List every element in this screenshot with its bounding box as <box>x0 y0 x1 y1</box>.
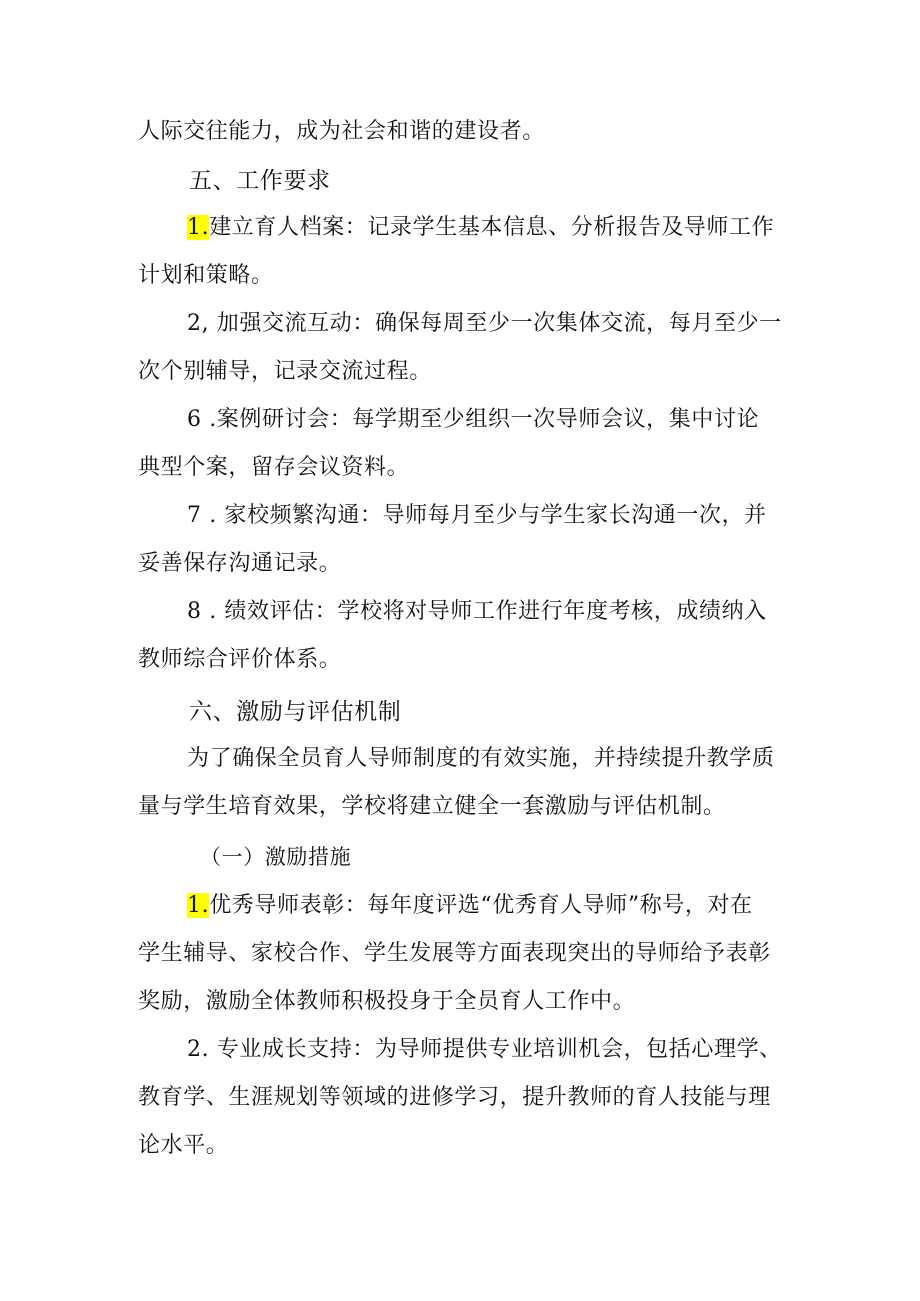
text-line-continuation: 妥善保存沟通记录。 <box>138 551 342 576</box>
list-item-6: 6 .案例研讨会：每学期至少组织一次导师会议，集中讨论 <box>187 407 760 432</box>
section-heading-work-requirements: 五、工作要求 <box>189 168 331 194</box>
text-line-continuation: 次个别辅导，记录交流过程。 <box>138 359 432 384</box>
list-item-2-growth: 2. 专业成长支持：为导师提供专业培训机会，包括心理学、 <box>187 1037 782 1062</box>
text-line-continuation: 论水平。 <box>138 1133 229 1158</box>
list-item-award-text: 优秀导师表彰：每年度评选“优秀育人导师”称号，对在 <box>209 893 753 918</box>
list-item-1 <box>187 213 774 243</box>
paragraph-line: 为了确保全员育人导师制度的有效实施，并持续提升教学质 <box>187 746 775 771</box>
text-line-1: 人际交往能力，成为社会和谐的建设者。 <box>138 119 545 144</box>
list-item-1-award <box>187 891 753 921</box>
section-heading-incentive-mechanism: 六、激励与评估机制 <box>189 699 402 725</box>
paragraph-line: 量与学生培育效果，学校将建立健全一套激励与评估机制。 <box>138 794 726 819</box>
text-line-continuation: 教育学、生涯规划等领域的进修学习，提升教师的育人技能与理 <box>138 1085 771 1110</box>
list-item-2: 2, 加强交流互动：确保每周至少一次集体交流，每月至少一 <box>187 311 782 336</box>
list-item-8: 8 . 绩效评估：学校将对导师工作进行年度考核，成绩纳入 <box>187 599 767 624</box>
subsection-heading-incentive-measures: （一）激励措施 <box>200 845 352 869</box>
text-line-continuation: 教师综合评价体系。 <box>138 647 342 672</box>
text-line-continuation: 典型个案，留存会议资料。 <box>138 455 410 480</box>
text-line-continuation: 计划和策略。 <box>138 263 274 288</box>
list-item-7: 7 . 家校频繁沟通：导师每月至少与学生家长沟通一次，并 <box>187 503 767 528</box>
list-item-1-text: 建立育人档案：记录学生基本信息、分析报告及导师工作 <box>209 215 775 240</box>
highlight-mark: 1. <box>187 893 210 918</box>
highlight-mark: 1. <box>187 215 210 240</box>
text-line-continuation: 学生辅导、家校合作、学生发展等方面表现突出的导师给予表彰 <box>138 941 771 966</box>
text-line-continuation: 奖励，激励全体教师积极投身于全员育人工作中。 <box>138 989 636 1014</box>
